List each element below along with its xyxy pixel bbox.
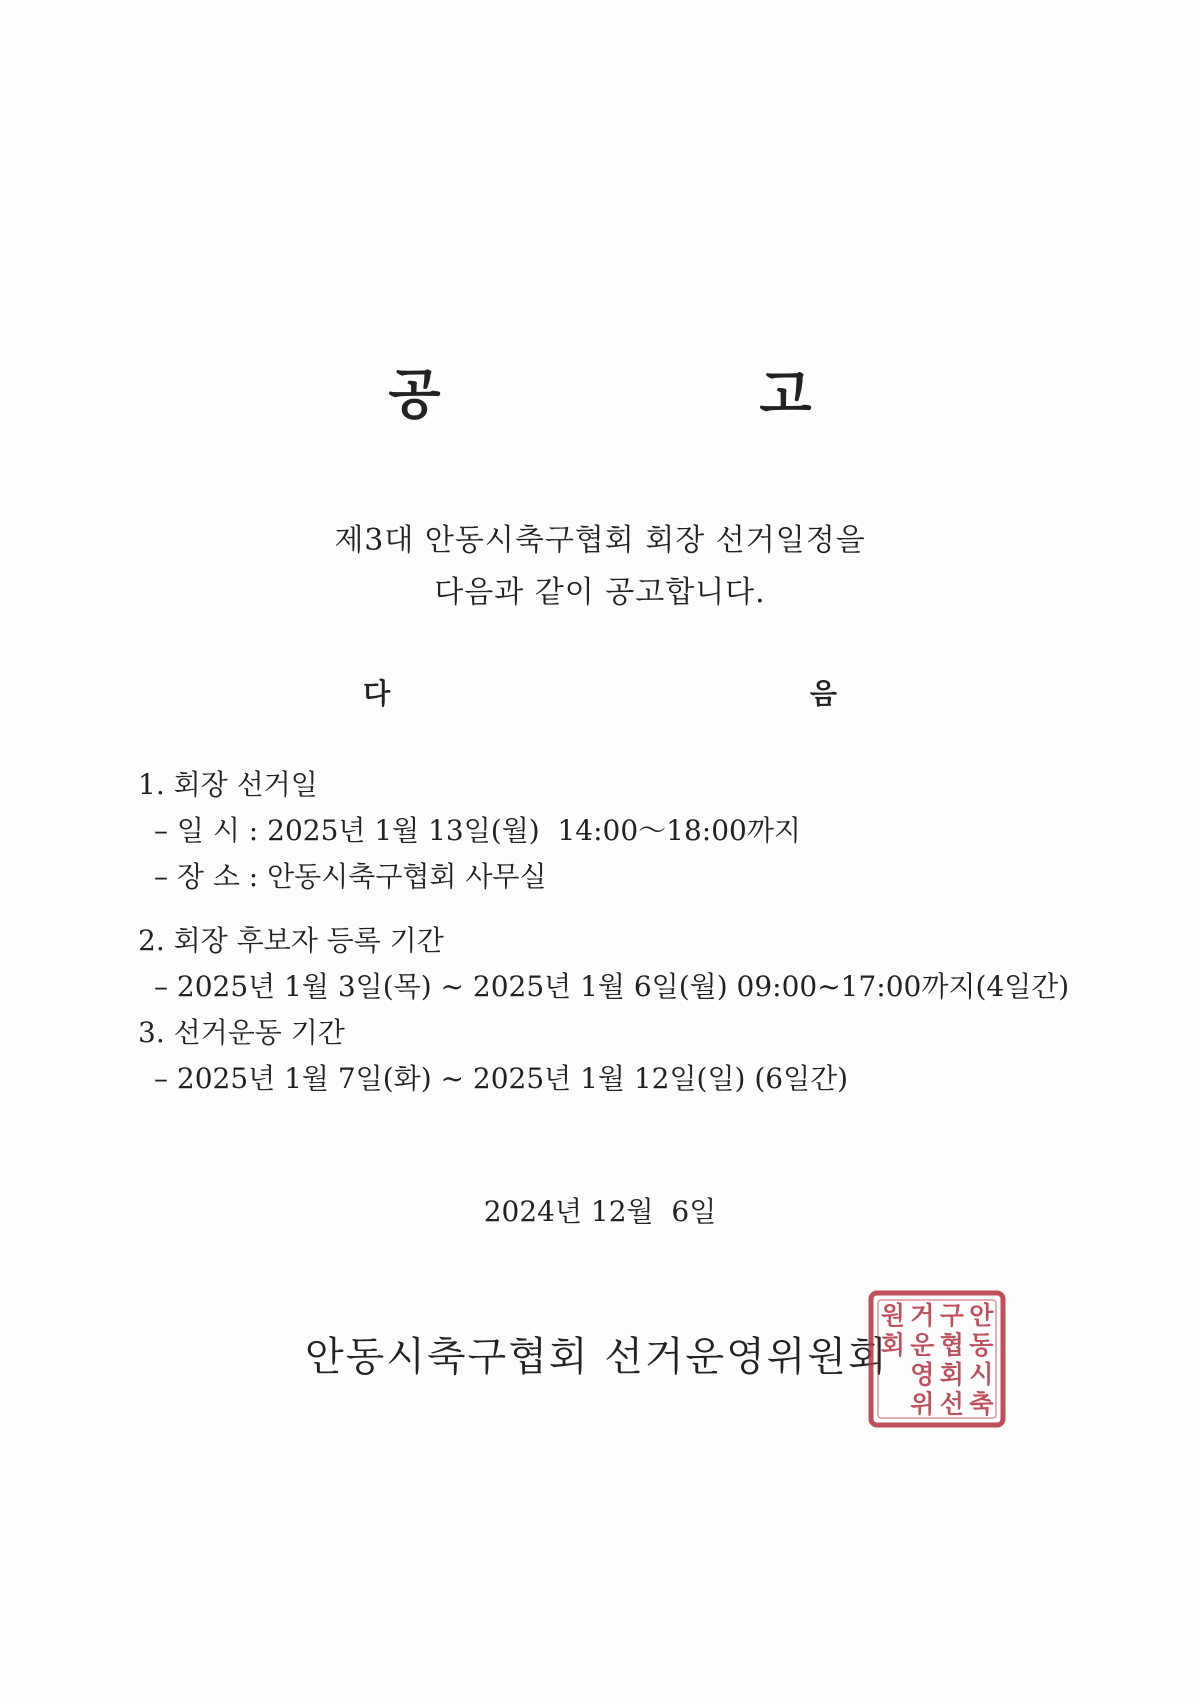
- seal-glyph: 시: [969, 1359, 994, 1389]
- section-heading-registration: 2. 회장 후보자 등록 기간: [138, 924, 444, 957]
- section-heading-election-day: 1. 회장 선거일: [138, 768, 318, 801]
- seal-glyph: 구: [939, 1300, 964, 1330]
- seal-glyph: 운: [910, 1330, 935, 1360]
- seal-glyph: 동: [969, 1330, 994, 1360]
- seal-glyph: 회: [939, 1359, 964, 1389]
- notice-date: 2024년 12월 6일: [483, 1195, 717, 1228]
- election-day-datetime: – 일 시 : 2025년 1월 13일(월) 14:00～18:00까지: [154, 814, 801, 847]
- seal-glyph: 협: [939, 1330, 964, 1360]
- registration-period: – 2025년 1월 3일(목) ~ 2025년 1월 6일(월) 09:00~17:00까지(4일간): [154, 970, 1070, 1003]
- seal-glyph: 위: [910, 1389, 935, 1419]
- campaign-period: – 2025년 1월 7일(화) ~ 2025년 1월 12일(일) (6일간): [154, 1062, 849, 1095]
- seal-glyph: 축: [969, 1389, 994, 1419]
- seal-glyph: 회: [880, 1330, 905, 1360]
- intro-line-2: 다음과 같이 공고합니다.: [434, 575, 766, 610]
- notice-title: 공 고: [388, 362, 962, 426]
- seal-glyph: 영: [910, 1359, 935, 1389]
- seal-glyph: 원: [880, 1300, 905, 1330]
- notice-intro: [0, 515, 1200, 619]
- seal-glyph: 거: [910, 1300, 935, 1330]
- official-seal-icon: [868, 1290, 1006, 1428]
- organization-name: 안동시축구협회 선거운영위원회: [305, 1334, 889, 1380]
- following-label: 다 음: [363, 677, 1042, 710]
- intro-line-1: 제3대 안동시축구협회 회장 선거일정을: [334, 523, 866, 558]
- schedule-list: [138, 762, 1138, 1102]
- election-day-location: – 장 소 : 안동시축구협회 사무실: [154, 860, 547, 893]
- seal-glyph: 선: [939, 1389, 964, 1419]
- seal-glyph: 안: [969, 1300, 994, 1330]
- section-heading-campaign: 3. 선거운동 기간: [138, 1016, 345, 1049]
